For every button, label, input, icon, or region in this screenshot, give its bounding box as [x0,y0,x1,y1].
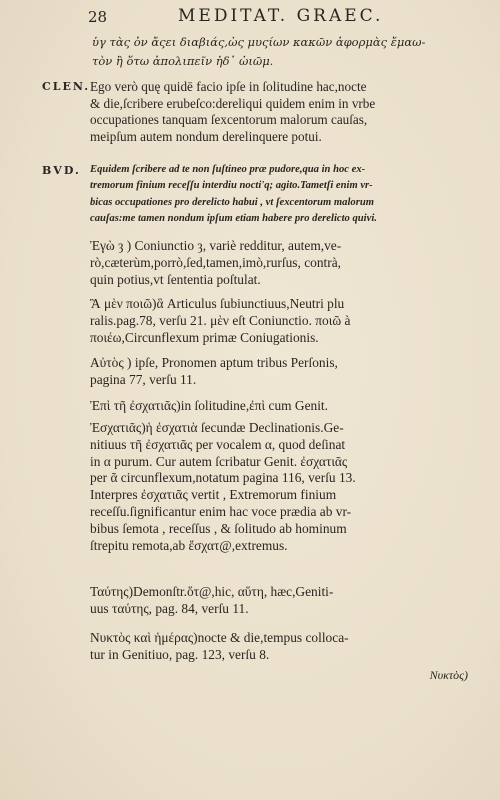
running-head: MEDITAT. GRAEC. [178,6,384,26]
grammar-note: Ἃ μὲν ποιῶ)ἃ Articulus ſubiunctiuus,Neutri plu ralis.pag.78, verſu 21. μὲν eſt Coniunctio. ποιῶ à ποιέω,Circunflexum primæ Coniugationis. [90,296,351,345]
speaker-label-budaeus: BVD. [42,164,81,177]
greek-text-line: ὑγ τὰς ὀν ἄςει διαβιάς,ὡς μυςίων κακῶν ἀφορμὰς ἔμαω- [92,35,426,49]
grammar-note: Αὐτὸς ) ipſe, Pronomen aptum tribus Perſonis, pagina 77, verſu 11. [90,355,338,387]
catchword: Νυκτὸς) [429,668,468,682]
greek-text-line: τὸν ἢ ὅτω ἀπολιπεῖν ἠδ᾽ ὠιῶμ. [92,54,274,68]
cleon-paragraph: Ego verò quę quidē facio ipſe in ſolitudine hac,nocte & die,ſcribere erubeſco:dereliqui quidem enim in vrbe occupationes tanquam ſexcentorum malorum cauſas, meipſum autem nondum derelinquere potui. [90,79,376,144]
grammar-note: Ἐπὶ τῆ ἐσχατιᾶς)in ſolitudine,ἐπὶ cum Genit. [90,398,328,413]
budaeus-paragraph: Equidem ſcribere ad te non ſuſtineo præ pudore,qua in hoc ex- tremorum finium receſſu interdiu nocti'q; agito.Tametſi enim vr- bicas occupationes pro derelicto habui , vt ſexcentorum malorum cauſas:me tamen nondum ipſum etiam habere pro derelicto quivi. [90,164,377,225]
grammar-note: Ταύτης)Demonſtr.ὅτ@,hic, αὕτη, hæc,Geniti- uus ταύτης, pag. 84, verſu 11. [90,584,334,616]
page-header [88,6,448,28]
page-number: 28 [88,8,108,26]
grammar-note: Ἐσχατιᾶς)ἡ ἐσχατιὰ ſecundæ Declinationis.Ge- nitiuus τῆ ἐσχατιᾶς per vocalem α, quod deſinat in α purum. Cur autem ſcribatur Genit. ἐσχατιᾶς per ᾶ circunflexum,notatum pagina 116, verſu 13. Interpres ἐσχατιᾶς vertit , Extremorum finium receſſu.ſignificantur enim hac voce prædia ab vr- bibus ſemota , receſſus , & ſolitudo ab hominum ſtrepitu remota,ab ἔσχατ@,extremus. [90,420,356,553]
grammar-note: Ἐγὼ ȝ ) Coniunctio ȝ, variè redditur, autem,ve- rò,cæterùm,porrò,ſed,tamen,imò,rurſus, contrà, quin potius,vt ſententia poſtulat. [90,238,342,287]
speaker-label-cleon: CLEN. [42,80,91,93]
grammar-note: Νυκτὸς καὶ ἡμέρας)nocte & die,tempus colloca- tur in Genitiuo, pag. 123, verſu 8. [90,630,349,662]
